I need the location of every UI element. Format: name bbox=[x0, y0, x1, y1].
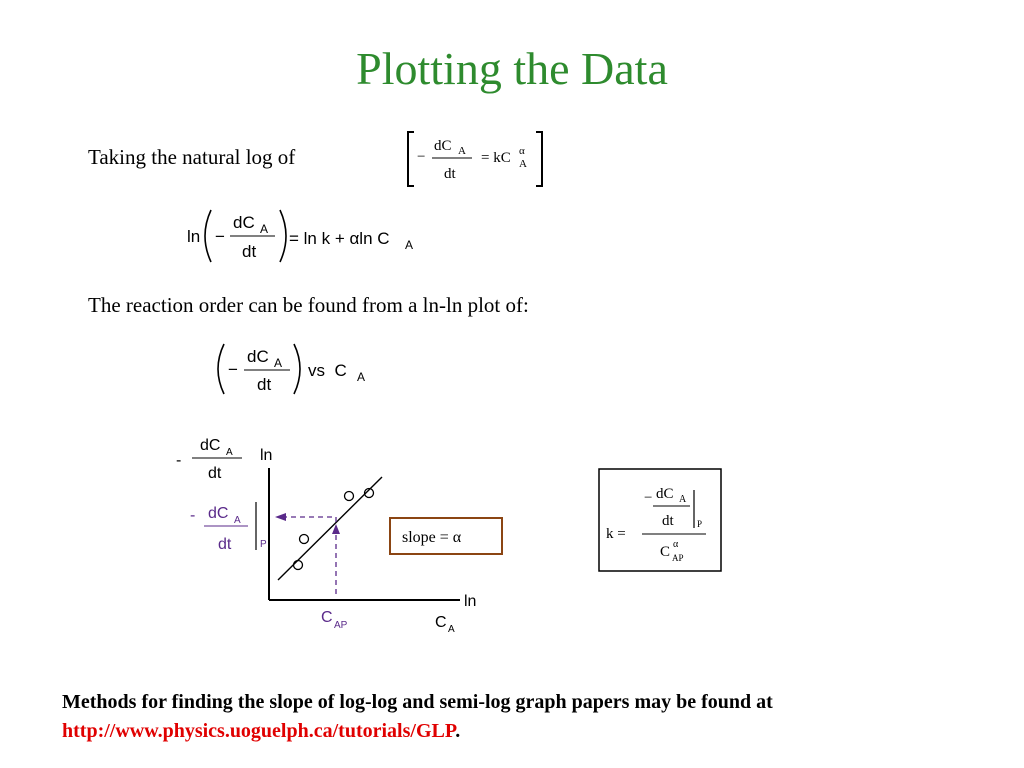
k-den: C bbox=[660, 544, 671, 560]
log-minus: − bbox=[215, 227, 225, 246]
graph-y-denominator: dt bbox=[208, 465, 222, 482]
rate-rhs-sub: A bbox=[519, 158, 527, 170]
rate-numerator: dC bbox=[434, 138, 452, 154]
log-rhs: = ln k + αln C bbox=[289, 229, 390, 248]
rate-law-equation bbox=[400, 128, 560, 190]
graph-data-point bbox=[294, 561, 303, 570]
k-numerator: dC bbox=[656, 486, 674, 502]
rate-minus: − bbox=[417, 149, 426, 165]
plot-vs-sub: A bbox=[357, 370, 366, 384]
plot-numerator: dC bbox=[247, 347, 269, 366]
log-ln: ln bbox=[187, 227, 201, 246]
k-denominator: dt bbox=[662, 513, 674, 529]
plot-right-paren bbox=[294, 344, 300, 394]
log-numerator: dC bbox=[233, 213, 255, 232]
graph-data-point bbox=[300, 535, 309, 544]
footer-end: . bbox=[455, 720, 461, 742]
graph-point-numerator-sub: A bbox=[234, 515, 241, 526]
graph-point-numerator: dC bbox=[208, 505, 229, 522]
k-den-sub: AP bbox=[672, 553, 684, 563]
footer-text: Methods for finding the slope of log-log and semi-log graph papers may be found at bbox=[62, 691, 773, 713]
plot-minus: − bbox=[228, 360, 238, 379]
graph-x-ln: ln bbox=[464, 593, 477, 610]
graph-data-point bbox=[345, 492, 354, 501]
log-left-paren bbox=[205, 210, 211, 262]
log-right-paren bbox=[280, 210, 286, 262]
k-numerator-sub: A bbox=[679, 494, 687, 505]
graph-left-arrowhead bbox=[275, 513, 286, 521]
k-formula-box bbox=[598, 468, 724, 574]
k-den-sup: α bbox=[673, 539, 679, 550]
footer-link[interactable]: http://www.physics.uoguelph.ca/tutorials/GLP bbox=[62, 720, 456, 742]
plot-numerator-sub: A bbox=[274, 356, 283, 370]
graph-y-ln: ln bbox=[260, 447, 273, 464]
slope-label: slope = α bbox=[402, 529, 462, 546]
intro-text: Taking the natural log of bbox=[88, 145, 296, 169]
k-label: k = bbox=[606, 526, 626, 542]
slide-title: Plotting the Data bbox=[356, 43, 668, 94]
k-minus: − bbox=[644, 490, 653, 506]
k-eval-sub: P bbox=[697, 519, 703, 529]
plot-variables-equation bbox=[212, 340, 382, 400]
plot-left-paren bbox=[218, 344, 224, 394]
graph-point-denominator: dt bbox=[218, 536, 232, 553]
rate-denominator: dt bbox=[444, 166, 456, 182]
order-text: The reaction order can be found from a ln-ln plot of: bbox=[88, 293, 529, 317]
graph-point-minus: - bbox=[190, 507, 196, 524]
log-numerator-sub: A bbox=[260, 222, 269, 236]
log-denominator: dt bbox=[242, 242, 257, 261]
graph-y-minus: - bbox=[176, 452, 182, 469]
rate-rhs: = kC bbox=[481, 150, 511, 166]
graph-cap-label-sub: AP bbox=[334, 620, 348, 631]
graph-x-label: C bbox=[435, 614, 447, 631]
ln-ln-graph bbox=[170, 420, 530, 650]
graph-point-eval-sub: P bbox=[260, 539, 267, 550]
rate-numerator-sub: A bbox=[458, 145, 466, 157]
log-form-equation bbox=[185, 204, 425, 268]
plot-denominator: dt bbox=[257, 375, 272, 394]
graph-cap-label: C bbox=[321, 609, 333, 626]
graph-y-numerator-sub: A bbox=[226, 447, 233, 458]
graph-y-numerator: dC bbox=[200, 437, 221, 454]
graph-x-label-sub: A bbox=[448, 624, 455, 635]
right-bracket bbox=[536, 132, 542, 186]
footer-note bbox=[62, 688, 982, 746]
log-rhs-sub: A bbox=[405, 238, 414, 252]
left-bracket bbox=[408, 132, 414, 186]
plot-vs: vs C bbox=[308, 361, 347, 380]
rate-rhs-sup: α bbox=[519, 145, 525, 157]
